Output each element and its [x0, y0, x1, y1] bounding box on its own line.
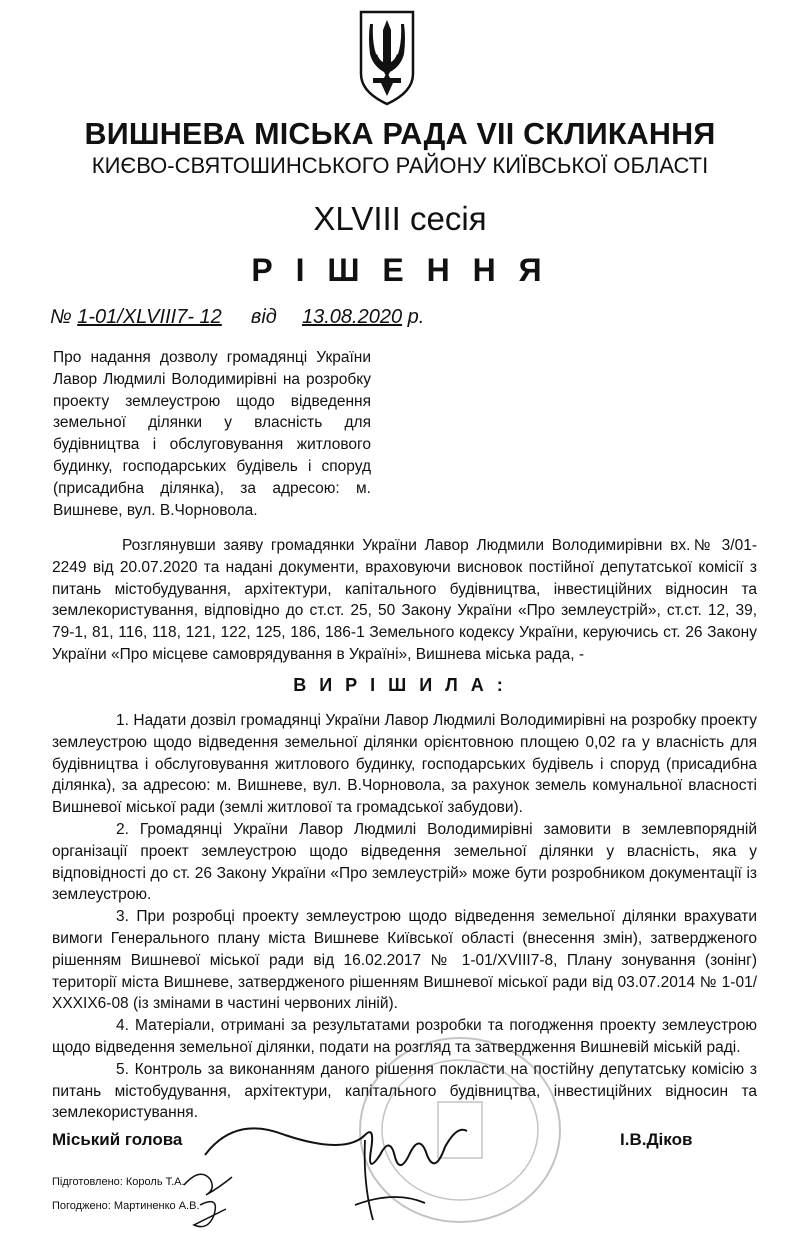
mayor-title: Міський голова	[52, 1130, 183, 1149]
decision-subject	[53, 347, 371, 521]
session-title: XLVIII сесія	[313, 200, 487, 237]
resolution-item: 1. Надати дозвіл громадянці України Лавор Людмилі Володимирівні на розробку проекту землеустрою щодо відведення земельної ділянки орієнтовною площею 0,02 га у власність для будівництва і обслуговування житлового будинку, господарських будівель і споруд (присадибна ділянка), за адресою: м. Вишневе, вул. В.Чорновола, за рахунок земель комунальної власності Вишневої міської ради (землі житлової та громадської забудови).	[52, 712, 757, 817]
trident-emblem-icon	[357, 8, 417, 108]
year-suffix: р.	[407, 306, 425, 328]
council-name: ВИШНЕВА МІСЬКА РАДА VII СКЛИКАННЯ	[84, 117, 716, 151]
number-label: №	[50, 306, 72, 328]
subject-text: Про надання дозволу громадянці України Лавор Людмилі Володимирівні на розробку проекту землеустрою щодо відведення земельної ділянки у власність для будівництва і обслуговування житлового будинку, господарських будівель і споруд (присадибна ділянка), за адресою: м. Вишневе, вул. В.Чорновола.	[53, 349, 371, 519]
decision-date: 13.08.2020	[301, 306, 403, 328]
from-label: від	[250, 306, 277, 328]
agreed-by: Погоджено: Мартиненко А.В.	[52, 1200, 200, 1212]
document-type-title: Р І Ш Е Н Н Я	[251, 252, 549, 288]
preamble-paragraph: Розглянувши заяву громадянки України Лавор Людмили Володимирівни вх.№ 3/01-2249 від 20.07.2020 та надані документи, враховуючи висновок постійної депутатської комісії з питань містобудування, архітектури, капітального будівництва, інвестиційних відносин та землекористування, відповідно до ст.ст. 25, 50 Закону України «Про землеустрій», ст.ст. 12, 39, 79-1, 81, 116, 118, 121, 122, 125, 186, 186-1 Земельного кодексу України, керуючись ст. 26 Закону України «Про місцеве самоврядування в Україні», Вишнева міська рада, -	[52, 537, 757, 663]
resolution-item: 4. Матеріали, отримані за результатами розробки та погодження проекту землеустрою щодо відведення земельної ділянки, подати на розгляд та затвердження Вишневій міській раді.	[52, 1017, 757, 1056]
resolution-item: 3. При розробці проекту землеустрою щодо відведення земельної ділянки врахувати вимоги Генерального плану міста Вишневе Київської області (внесення змін), затвердженого рішенням Вишневої міської ради від 16.02.2017 № 1-01/XVIII7-8, Плану зонування (зонінг) території міста Вишневе, затвердженого рішенням Вишневої міської ради від 03.07.2014 № 1-01/ XXXIX6-08 (із змінами в частині червоних ліній).	[52, 908, 757, 1013]
district-name: КИЄВО-СВЯТОШИНСЬКОГО РАЙОНУ КИЇВСЬКОЇ ОБЛАСТІ	[91, 153, 709, 178]
prepared-by: Підготовлено: Король Т.А.	[52, 1176, 185, 1188]
resolution-item: 5. Контроль за виконанням даного рішення покласти на постійну депутатську комісію з питань містобудування, архітектури, капітального будівництва, інвестиційних відносин та землекористування.	[52, 1060, 757, 1122]
resolution-item: 2. Громадянці України Лавор Людмилі Володимирівні замовити в землевпорядній організації проект землеустрою щодо відведення земельної ділянки у власність, яка у відповідності до ст. 26 Закону України «Про землеустрій» може бути розробником документації із землеустрою.	[52, 820, 757, 904]
mayor-name: І.В.Діков	[620, 1130, 693, 1149]
initials-signature	[180, 1165, 240, 1235]
resolved-heading: В И Р І Ш И Л А :	[293, 675, 507, 695]
decision-number: 1-01/XLVIII7- 12	[77, 306, 222, 328]
decision-number-line	[50, 306, 424, 329]
